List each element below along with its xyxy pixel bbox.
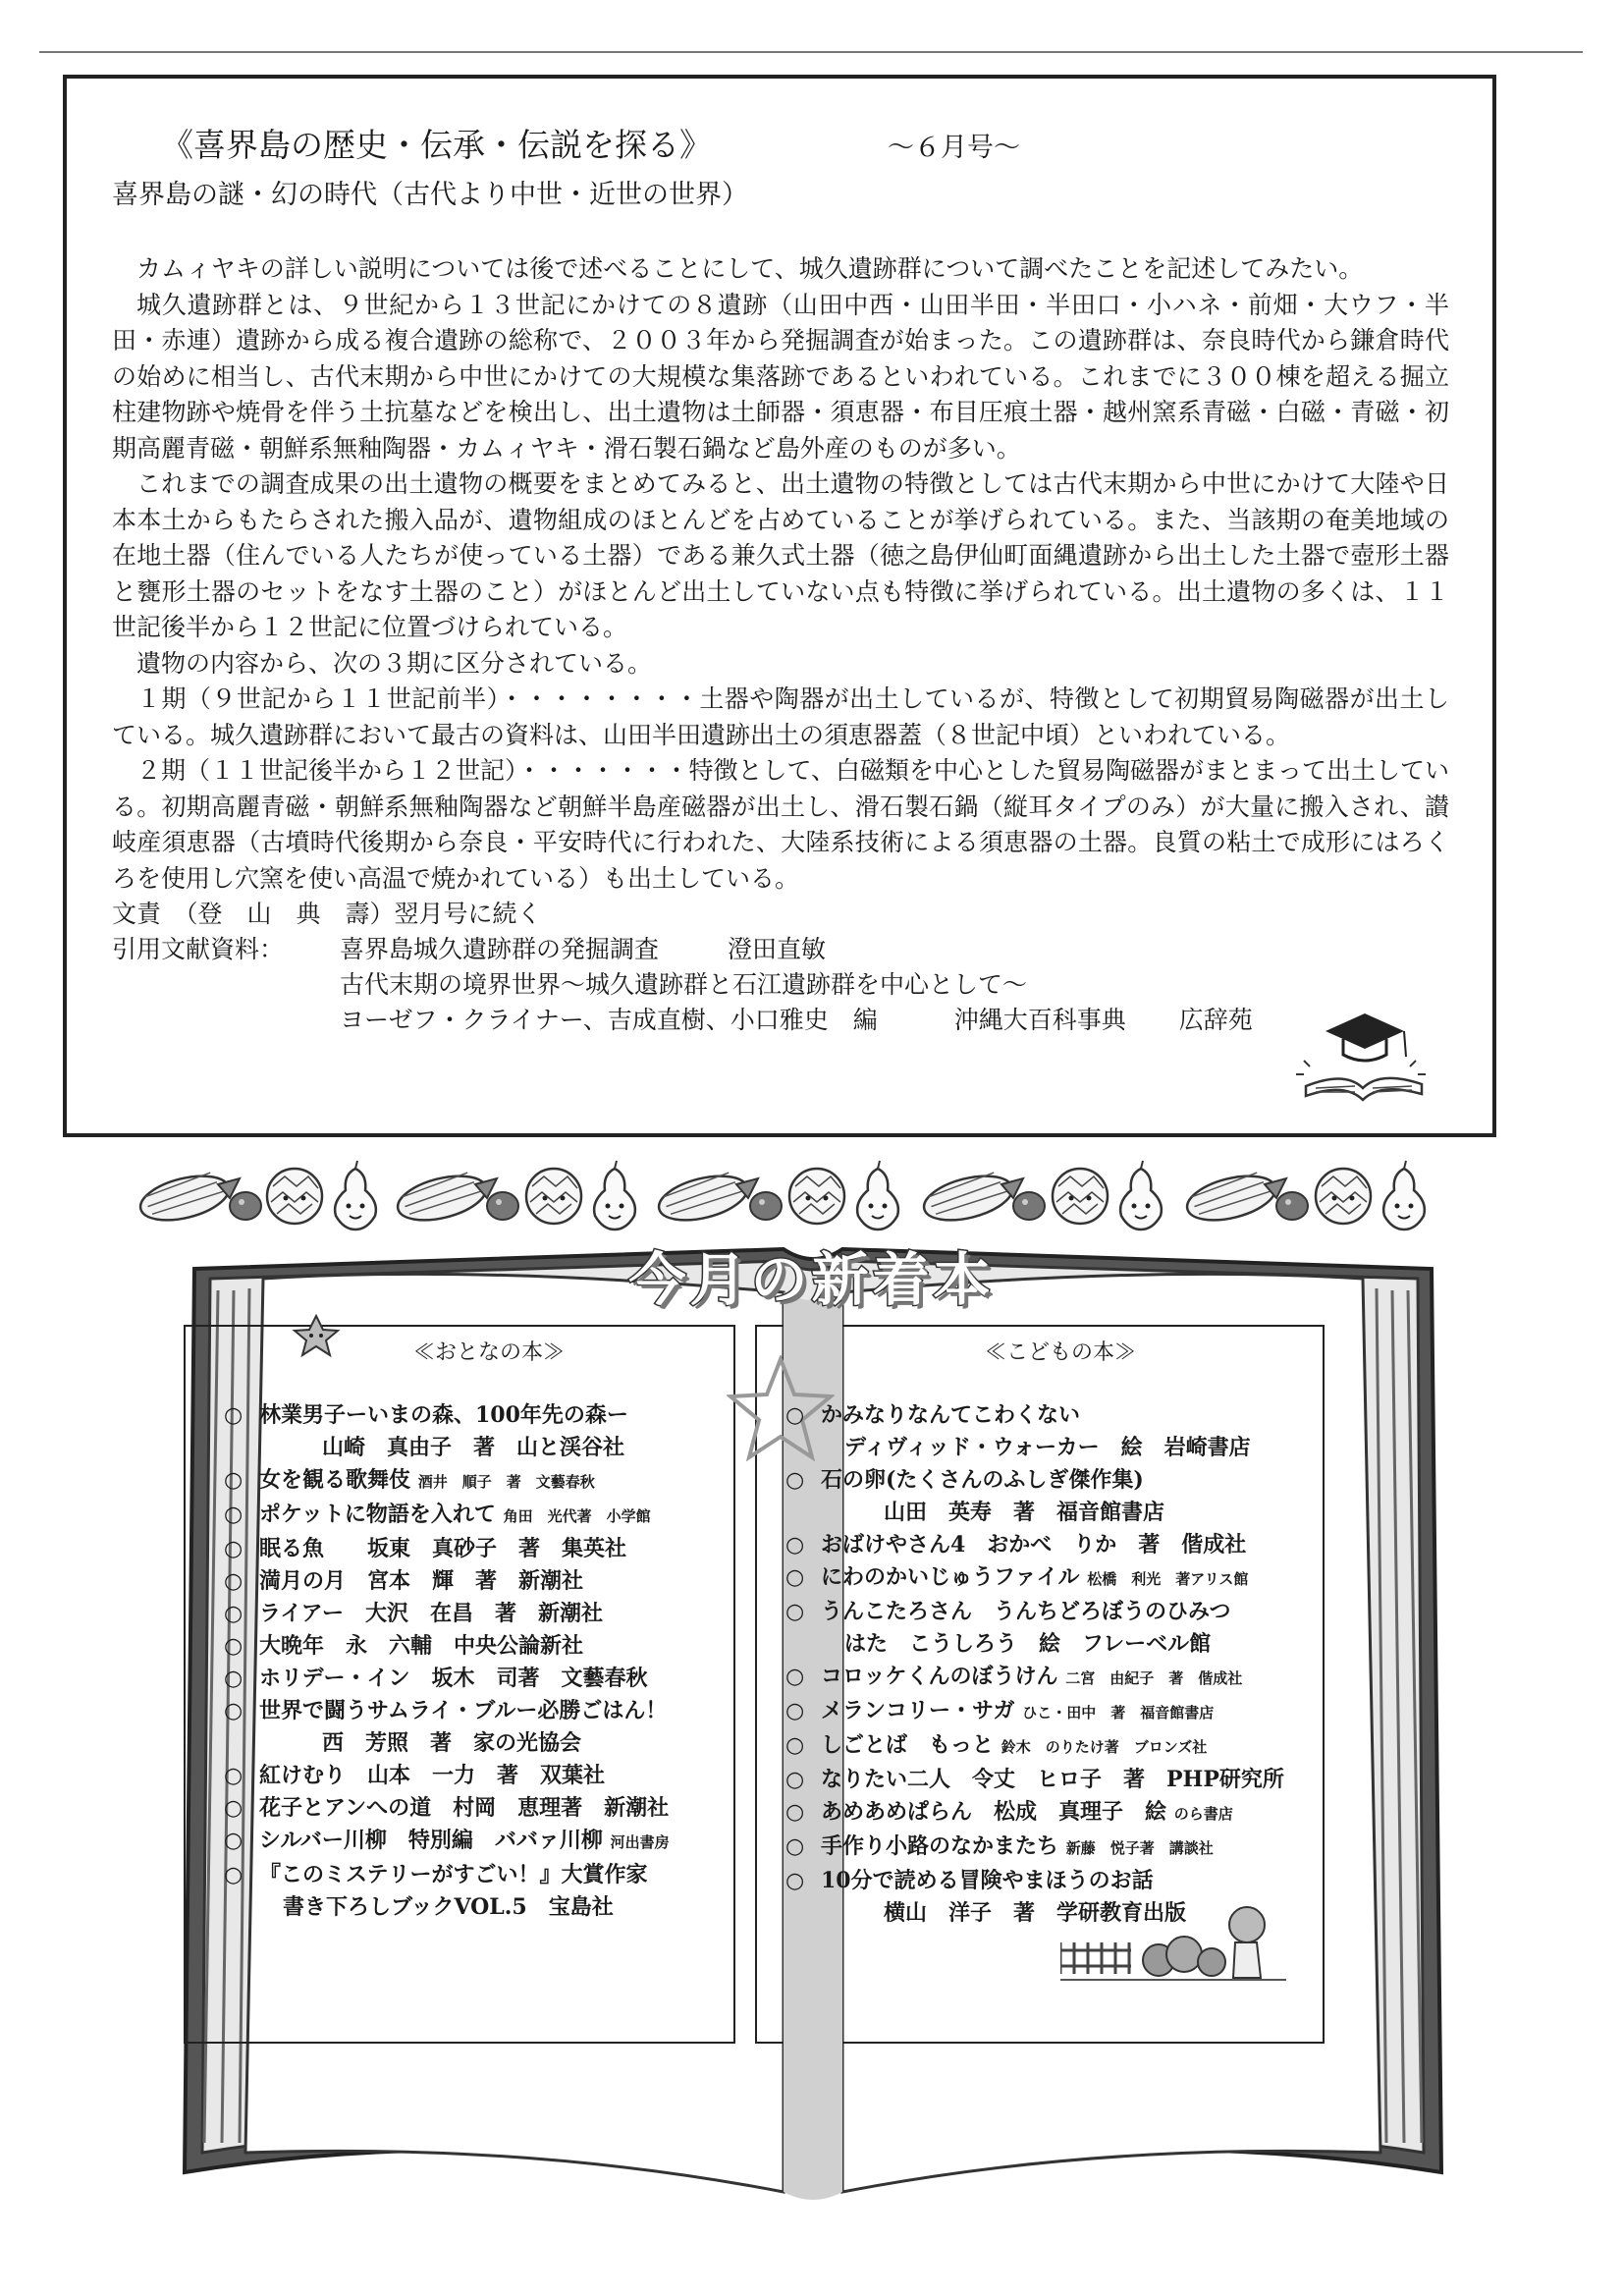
book-item bbox=[224, 1565, 754, 1598]
book-author: 酒井 順子 著 文藝春秋 bbox=[417, 1473, 595, 1491]
references-label: 引用文献資料： bbox=[112, 935, 285, 963]
book-title: うんこたろさん うんちどろぼうのひみつ bbox=[821, 1599, 1231, 1624]
author-line: 文責 （登 山 典 壽）翌月号に続く bbox=[112, 900, 542, 928]
book-item bbox=[224, 1825, 754, 1859]
reference-authors: ヨーゼフ・クライナー、吉成直樹、小口雅史 編 bbox=[340, 1006, 878, 1034]
book-item bbox=[785, 1529, 1335, 1561]
book-item bbox=[224, 1598, 754, 1630]
book-item bbox=[785, 1831, 1335, 1865]
book-author: 角田 光代著 小学館 bbox=[503, 1507, 651, 1525]
paragraph: １期（９世記から１１世記前半）・・・・・・・・土器や陶器が出土しているが、特徴として初期貿易陶磁器が出土している。城久遺跡群において最古の資料は、山田半田遺跡出土の須恵器蓋（８世記中頃）といわれている。 bbox=[112, 684, 1449, 749]
book-title: ポケットに物語を入れて bbox=[259, 1502, 496, 1527]
book-title: 紅けむり 山本 一力 著 双葉社 bbox=[259, 1763, 606, 1788]
book-author-line: 書き下ろしブックVOL.5 宝島社 bbox=[283, 1894, 614, 1920]
bullet-circle-icon: ○ bbox=[785, 1733, 805, 1758]
book-title: あめあめぱらん 松成 真理子 絵 bbox=[821, 1799, 1167, 1825]
book-author-line: はた こうしろう 絵 フレーベル館 bbox=[844, 1631, 1212, 1657]
book-title: しごとば もっと bbox=[821, 1732, 995, 1758]
series-title: 《喜界島の歴史・伝承・伝説を探る》 bbox=[161, 126, 712, 164]
book-author: ひこ・田中 著 福音館書店 bbox=[1022, 1704, 1215, 1722]
book-item bbox=[785, 1729, 1335, 1764]
book-title: ホリデー・イン 坂木 司著 文藝春秋 bbox=[259, 1666, 648, 1691]
series-header bbox=[112, 120, 1449, 173]
book-title: 『このミステリーがすごい！』大賞作家 bbox=[259, 1862, 648, 1887]
book-title: 世界で闘うサムライ・ブルー必勝ごはん！ bbox=[259, 1698, 668, 1723]
book-item bbox=[224, 1859, 754, 1924]
book-author: 松橋 利光 著アリス館 bbox=[1087, 1570, 1249, 1588]
book-author-line: 山田 英寿 著 福音館書店 bbox=[884, 1500, 1165, 1525]
bullet-circle-icon: ○ bbox=[224, 1468, 243, 1493]
bullet-circle-icon: ○ bbox=[224, 1403, 243, 1428]
bullet-circle-icon: ○ bbox=[785, 1600, 805, 1624]
book-item bbox=[785, 1661, 1335, 1695]
book-item bbox=[224, 1792, 754, 1825]
book-author-line: ディヴィッド・ウォーカー 絵 岩崎書店 bbox=[844, 1435, 1251, 1460]
garden-illustration-icon bbox=[1060, 1895, 1286, 1984]
graduation-cap-icon bbox=[1286, 992, 1434, 1110]
children-books-page bbox=[785, 1336, 1335, 1930]
bullet-circle-icon: ○ bbox=[224, 1602, 243, 1626]
article-body bbox=[112, 251, 1449, 897]
book-title: 手作り小路のなかまたち bbox=[821, 1833, 1059, 1859]
book-item bbox=[224, 1399, 754, 1464]
issue-label: ～６月号～ bbox=[888, 133, 1020, 163]
book-title: ライアー 大沢 在昌 著 新潮社 bbox=[259, 1601, 604, 1626]
book-author: のら書店 bbox=[1173, 1805, 1233, 1823]
bullet-circle-icon: ○ bbox=[224, 1699, 243, 1723]
references bbox=[112, 897, 1449, 1038]
book-title: にわのかいじゅうファイル bbox=[821, 1564, 1080, 1590]
book-item bbox=[785, 1596, 1335, 1661]
paragraph: 遺物の内容から、次の３期に区分されている。 bbox=[136, 648, 653, 678]
bullet-circle-icon: ○ bbox=[224, 1829, 243, 1853]
book-item bbox=[785, 1561, 1335, 1596]
book-item bbox=[224, 1663, 754, 1695]
book-item bbox=[785, 1464, 1335, 1529]
book-title: 10分で読める冒険やまほうのお話 bbox=[821, 1868, 1154, 1893]
top-rule bbox=[39, 51, 1583, 53]
book-item bbox=[785, 1399, 1335, 1464]
book-title: 満月の月 宮本 輝 著 新潮社 bbox=[259, 1568, 584, 1594]
bullet-circle-icon: ○ bbox=[785, 1403, 805, 1428]
reference-publisher: 広辞苑 bbox=[1178, 1006, 1253, 1034]
book-title: おばけやさん4 おかべ りか 著 偕成社 bbox=[821, 1532, 1247, 1558]
bullet-circle-icon: ○ bbox=[224, 1796, 243, 1821]
bullet-circle-icon: ○ bbox=[224, 1503, 243, 1527]
bullet-circle-icon: ○ bbox=[785, 1533, 805, 1558]
reference-row bbox=[112, 932, 1449, 967]
bullet-circle-icon: ○ bbox=[224, 1634, 243, 1659]
book-item bbox=[224, 1695, 754, 1760]
bullet-circle-icon: ○ bbox=[785, 1665, 805, 1689]
article-subtitle: 喜界島の謎・幻の時代（古代より中世・近世の世界） bbox=[112, 180, 748, 210]
bullet-circle-icon: ○ bbox=[785, 1565, 805, 1590]
bullet-circle-icon: ○ bbox=[785, 1869, 805, 1893]
book-title: 眠る魚 坂東 真砂子 著 集英社 bbox=[259, 1536, 627, 1561]
reference-row bbox=[112, 1003, 1449, 1038]
book-author-line: 山崎 真由子 著 山と渓谷社 bbox=[322, 1435, 625, 1460]
children-book-list bbox=[785, 1399, 1335, 1930]
book-item bbox=[785, 1796, 1335, 1831]
reference-title: 喜界島城久遺跡群の発掘調査 bbox=[340, 935, 660, 963]
book-author: 二宮 由紀子 著 偕成社 bbox=[1065, 1669, 1243, 1687]
bullet-circle-icon: ○ bbox=[224, 1667, 243, 1691]
bullet-circle-icon: ○ bbox=[785, 1468, 805, 1493]
book-title: 女を観る歌舞伎 bbox=[259, 1467, 411, 1493]
adult-book-list bbox=[224, 1399, 754, 1924]
book-author-line: 横山 洋子 著 学研教育出版 bbox=[884, 1900, 1187, 1926]
bullet-circle-icon: ○ bbox=[785, 1699, 805, 1723]
paragraph: ２期（１１世記後半から１２世記）・・・・・・・特徴として、白磁類を中心とした貿易陶磁器がまとまって出土している。初期高麗青磁・朝鮮系無釉陶器など朝鮮半島産磁器が出土し、滑石製石鍋（縦耳タイプのみ）が大量に搬入され、讃岐産須恵器（古墳時代後期から奈良・平安時代に行われた、大陸系技術による須恵器の土器。良質の粘土で成形にはろくろを使用し穴窯を使い高温で焼かれている）も出土している。 bbox=[112, 756, 1450, 893]
book-item bbox=[785, 1764, 1335, 1796]
bullet-circle-icon: ○ bbox=[785, 1768, 805, 1792]
book-item bbox=[224, 1464, 754, 1499]
new-books-title: 今月の新着本 bbox=[628, 1246, 995, 1313]
bullet-circle-icon: ○ bbox=[785, 1800, 805, 1825]
book-title: 花子とアンへの道 村岡 恵理著 新潮社 bbox=[259, 1795, 670, 1821]
book-item bbox=[224, 1760, 754, 1792]
book-title: なりたい二人 令丈 ヒロ子 著 PHP研究所 bbox=[821, 1767, 1284, 1792]
book-title: 林業男子ーいまの森、100年先の森ー bbox=[259, 1402, 628, 1428]
paragraph: カムィヤキの詳しい説明については後で述べることにして、城久遺跡群について調べたことを記述してみたい。 bbox=[136, 254, 1364, 283]
book-author: 鈴木 のりたけ著 ブロンズ社 bbox=[1001, 1738, 1208, 1756]
reference-line: 古代末期の境界世界～城久遺跡群と石江遺跡群を中心として～ bbox=[340, 970, 1028, 999]
bullet-circle-icon: ○ bbox=[785, 1834, 805, 1859]
book-title: かみなりなんてこわくない bbox=[821, 1402, 1081, 1428]
book-author: 河出書房 bbox=[610, 1833, 670, 1851]
bullet-circle-icon: ○ bbox=[224, 1863, 243, 1887]
reference-title: 沖縄大百科事典 bbox=[953, 1006, 1126, 1034]
reference-author: 澄田直敏 bbox=[728, 935, 827, 963]
book-item bbox=[224, 1499, 754, 1533]
book-item bbox=[224, 1630, 754, 1663]
bullet-circle-icon: ○ bbox=[224, 1569, 243, 1594]
bullet-circle-icon: ○ bbox=[224, 1537, 243, 1561]
bullet-circle-icon: ○ bbox=[224, 1764, 243, 1788]
book-item bbox=[785, 1695, 1335, 1729]
book-title: 大晩年 永 六輔 中央公論新社 bbox=[259, 1633, 584, 1659]
article-box bbox=[63, 75, 1496, 1137]
children-books-heading: ≪こどもの本≫ bbox=[984, 1340, 1136, 1365]
adult-books-page bbox=[224, 1336, 754, 1924]
paragraph: 城久遺跡群とは、９世紀から１３世記にかけての８遺跡（山田中西・山田半田・半田口・小ハネ・前畑・大ウフ・半田・赤連）遺跡から成る複合遺跡の総称で、２００３年から発掘調査が始まった。この遺跡群は、奈良時代から鎌倉時代の始めに相当し、古代末期から中世にかけての大規模な集落跡であるといわれている。これまでに３００棟を超える掘立柱建物跡や焼骨を伴う土抗墓などを検出し、出土遺物は土師器・須恵器・布目圧痕土器・越州窯系青磁・白磁・青磁・初期高麗青磁・朝鮮系無釉陶器・カムィヤキ・滑石製石鍋など島外産のものが多い。 bbox=[112, 290, 1449, 463]
book-title: シルバー川柳 特別編 ババァ川柳 bbox=[259, 1828, 603, 1853]
paragraph: これまでの調査成果の出土遺物の概要をまとめてみると、出土遺物の特徴としては古代末期から中世にかけて大陸や日本本土からもたらされた搬入品が、遺物組成のほとんどを占めていることが挙げられている。また、当該期の奄美地域の在地土器（住んでいる人たちが使っている土器）である兼久式土器（徳之島伊仙町面縄遺跡から出土した土器で壺形土器と甕形土器のセットをなす土器のこと）がほとんど出土していない点も特徴に挙げられている。出土遺物の多くは、１１世記後半から１２世記に位置づけられている。 bbox=[112, 469, 1449, 641]
book-title: 石の卵(たくさんのふしぎ傑作集) bbox=[821, 1467, 1144, 1493]
book-item bbox=[224, 1533, 754, 1565]
book-author-line: 西 芳照 著 家の光協会 bbox=[322, 1730, 582, 1756]
book-title: コロッケくんのぼうけん bbox=[821, 1664, 1058, 1689]
book-title: メランコリー・サガ bbox=[821, 1698, 1015, 1723]
book-author: 新藤 悦子著 講談社 bbox=[1065, 1839, 1214, 1857]
adult-books-heading: ≪おとなの本≫ bbox=[412, 1340, 565, 1365]
